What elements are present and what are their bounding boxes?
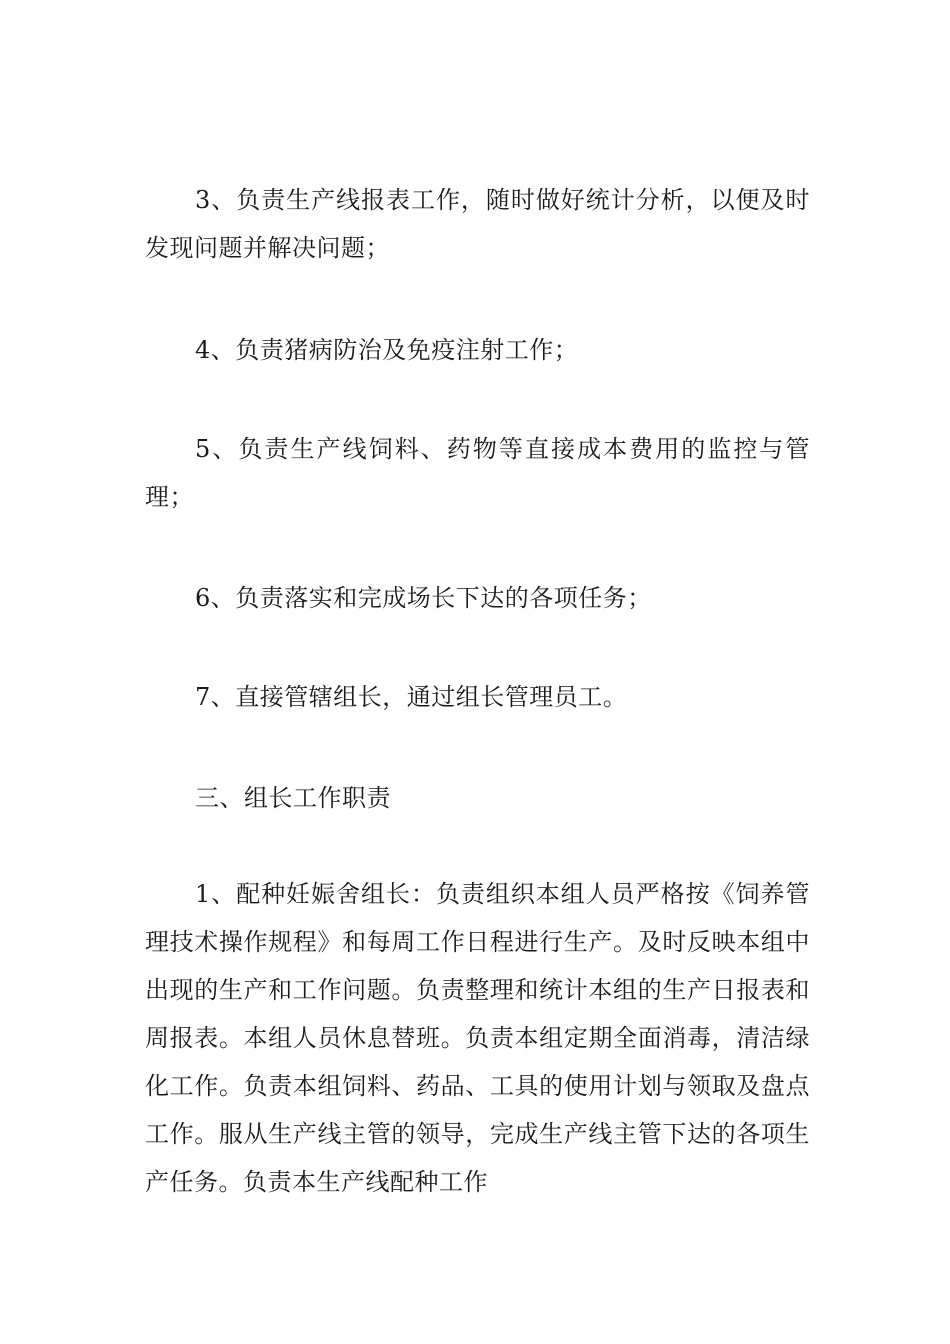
paragraph-duty-5: 5、负责生产线饲料、药物等直接成本费用的监控与管理； xyxy=(145,435,810,511)
paragraph-duty-3: 3、负责生产线报表工作，随时做好统计分析，以便及时发现问题并解决问题； xyxy=(145,186,810,262)
section-heading-group-leader-duties: 三、组长工作职责 xyxy=(195,784,391,812)
paragraph-duty-6: 6、负责落实和完成场长下达的各项任务； xyxy=(195,584,652,612)
paragraph-duty-7: 7、直接管辖组长，通过组长管理员工。 xyxy=(195,683,628,711)
paragraph-group-leader-duty-1: 1、配种妊娠舍组长：负责组织本组人员严格按《饲养管理技术操作规程》和每周工作日程进行生产。及时反映本组中出现的生产和工作问题。负责整理和统计本组的生产日报表和周报表。本组人员休息替班。负责本组定期全面消毒，清洁绿化工作。负责本组饲料、药品、工具的使用计划与领取及盘点工作。服从生产线主管的领导，完成生产线主管下达的各项生产任务。负责本生产线配种工作 xyxy=(145,880,810,1196)
paragraph-duty-4: 4、负责猪病防治及免疫注射工作； xyxy=(195,336,579,364)
